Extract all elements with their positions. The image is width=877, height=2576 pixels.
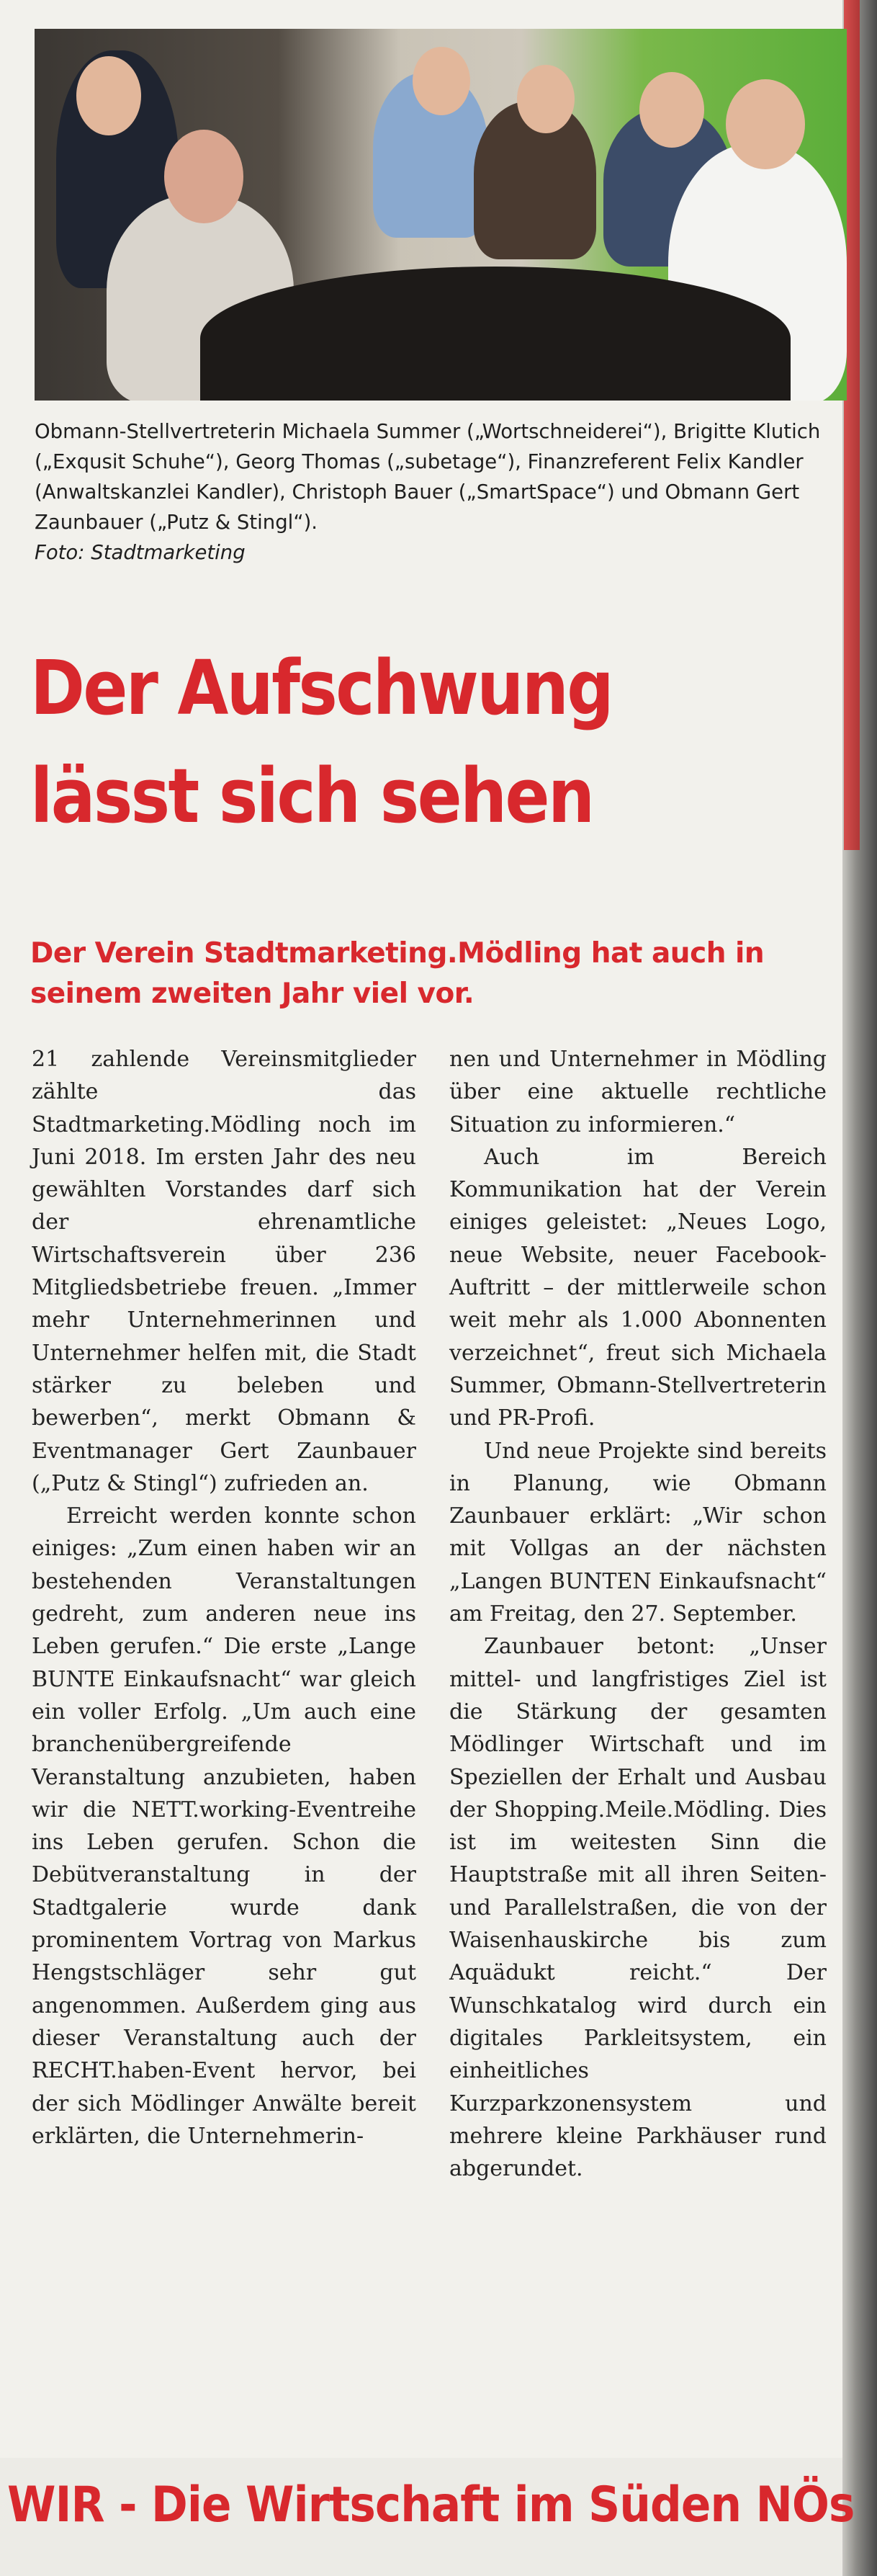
- article-headline: Der Aufschwung lässt sich sehen: [30, 644, 613, 840]
- round-table: [200, 267, 791, 401]
- paragraph: Erreicht werden konnte schon einiges: „Zum einen haben wir an bestehenden Veranstaltungen gedreht, zum anderen neue ins Leben gerufen.“ Die erste „Lange BUNTE Einkaufsnacht“ war gleich ein voller Erfolg. „Um auch eine branchenübergreifende Veranstaltung anzubieten, haben wir die NETT.working-Eventreihe ins Leben gerufen. Schon die Debütveranstaltung in der Stadtgalerie wurde dank prominentem Vortrag von Markus Hengstschläger sehr gut angenommen. Außerdem ging aus dieser Veranstaltung auch der RECHT.haben-Event hervor, bei der sich Mödlinger Anwälte bereit erklärten, die Unternehmerin-: [32, 1503, 416, 2149]
- article-column-left: [32, 1043, 416, 2152]
- caption-text: Obmann-Stellvertreterin Michaela Summer („Wortschneiderei“), Brigitte Klutich („Exqusit Schuhe“), Georg Thomas („subetage“), Finanzreferent Felix Kandler (Anwaltskanzlei Kandler), Christoph Bauer („SmartSpace“) und Obmann Gert Zaunbauer („Putz & Stingl“).: [35, 420, 821, 534]
- article-column-right: [449, 1043, 827, 2185]
- paragraph: 21 zahlende Vereinsmitglieder zählte das Stadtmarketing.Mödling noch im Juni 2018. Im ersten Jahr des neu gewählten Vorstandes darf sich der ehrenamtliche Wirtschaftsverein über 236 Mitgliedsbetriebe freuen. „Immer mehr Unternehmerinnen und Unternehmer helfen mit, die Stadt stärker zu beleben und bewerben“, merkt Obmann & Eventmanager Gert Zaunbauer („Putz & Stingl“) zufrieden an.: [32, 1047, 416, 1496]
- paragraph: Zaunbauer betont: „Unser mittel- und langfristiges Ziel ist die Stärkung der gesamten Mödlinger Wirtschaft und im Speziellen der Erhalt und Ausbau der Shopping.Meile.Mödling. Dies ist im weitesten Sinn die Hauptstraße mit all ihren Seiten- und Parallelstraßen, die von der Waisenhauskirche bis zum Aquädukt reicht.“ Der Wunschkatalog wird durch ein digitales Parkleitsystem, ein einheitliches Kurzparkzonensystem und mehrere kleine Parkhäuser rund abgerundet.: [449, 1634, 827, 2182]
- paragraph: Und neue Projekte sind bereits in Planung, wie Obmann Zaunbauer erklärt: „Wir schon mit Vollgas an der nächsten „Langen BUNTEN Einkaufsnacht“ am Freitag, den 27. September.: [449, 1438, 827, 1627]
- footer-tagline: WIR - Die Wirtschaft im Süden NÖs: [7, 2477, 855, 2533]
- paragraph: nen und Unternehmer in Mödling über eine aktuelle rechtliche Situation zu informieren.“: [449, 1047, 827, 1137]
- photo-caption: [35, 416, 827, 568]
- photo-credit: Foto: Stadtmarketing: [35, 541, 246, 564]
- person-2-head: [164, 130, 243, 223]
- person-5-head: [639, 72, 704, 148]
- article-subhead: Der Verein Stadtmarketing.Mödling hat auch in seinem zweiten Jahr viel vor.: [30, 937, 765, 1010]
- person-6-head: [726, 79, 805, 169]
- paragraph: Auch im Bereich Kommunikation hat der Verein einiges geleistet: „Neues Logo, neue Website, neuer Facebook-Auftritt – der mittlerweile schon weit mehr als 1.000 Abonnenten verzeichnet“, freut sich Michaela Summer, Obmann-Stellvertreterin und PR-Profi.: [449, 1144, 827, 1431]
- person-1-head: [76, 56, 141, 135]
- person-3-head: [413, 47, 470, 115]
- group-photo: [35, 29, 847, 401]
- person-4-head: [517, 65, 575, 133]
